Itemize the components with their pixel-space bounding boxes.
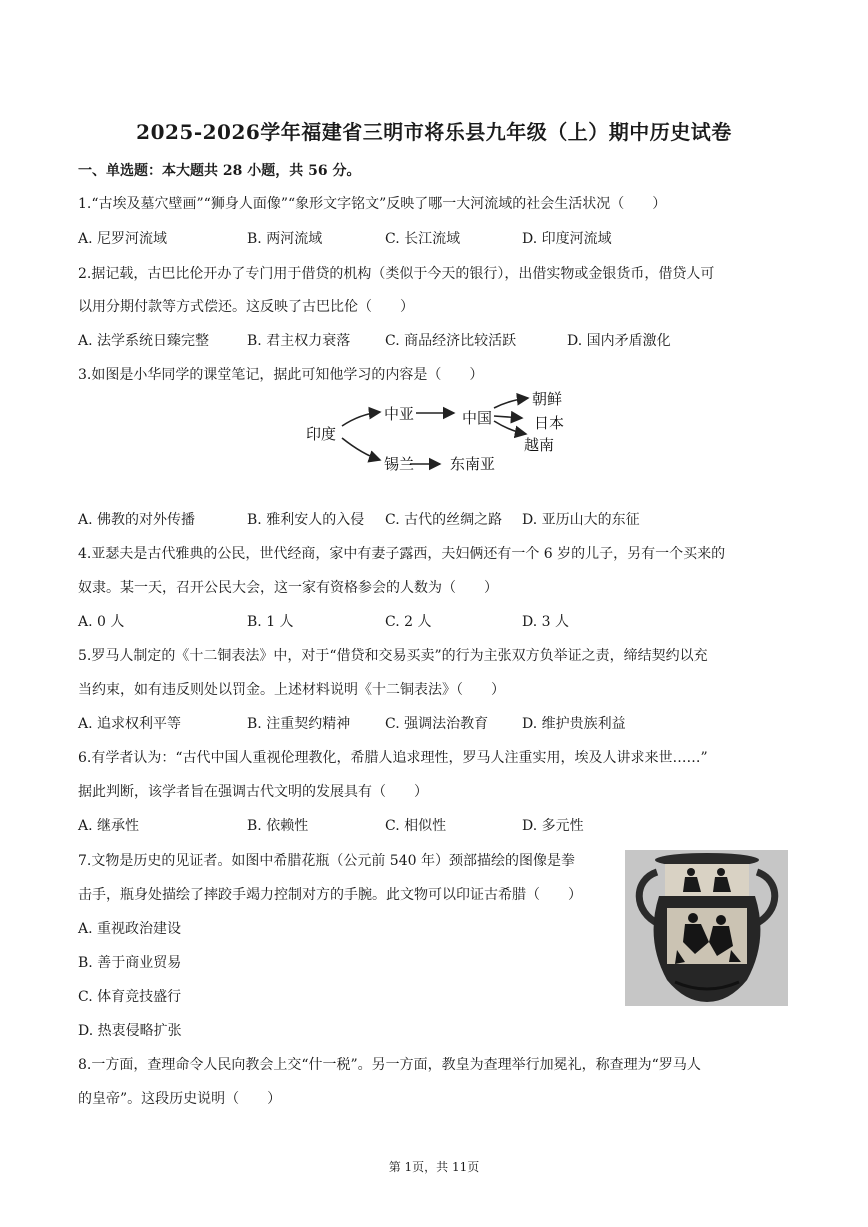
diagram-arrow [494,416,522,418]
question-1-options [78,228,798,248]
question-4-options [78,611,798,631]
node-japan: 日本 [534,414,565,432]
option-c: C. 商品经济比较活跃 [385,333,517,349]
diagram-arrow [494,398,528,408]
option-a: A. 法学系统日臻完整 [78,333,210,349]
option-b: B. 雅利安人的入侵 [247,512,365,528]
question-3-options [78,509,798,529]
option-a: A. 0 人 [78,614,125,630]
node-southeast-asia: 东南亚 [450,455,496,473]
option-b: B. 君主权力衰落 [247,333,351,349]
option-a: A. 继承性 [78,818,140,834]
option-d: D. 国内矛盾激化 [567,333,671,349]
question-1-stem: 1.“古埃及墓穴壁画”“狮身人面像”“象形文字铭文”反映了哪一大河流域的社会生活状况（ ） [78,196,667,212]
option-d: D. 多元性 [522,818,584,834]
option-c: C. 强调法治教育 [385,716,489,732]
diagram-arrow [342,438,380,460]
node-vietnam: 越南 [524,436,555,454]
question-6-options [78,815,798,835]
option-b: B. 依赖性 [247,818,309,834]
option-d: D. 3 人 [522,614,569,630]
question-2-stem: 以用分期付款等方式偿还。这反映了古巴比伦（ ） [78,299,414,315]
question-2-options [78,330,798,350]
option-d: D. 维护贵族利益 [522,716,626,732]
node-korea: 朝鲜 [532,390,563,408]
option-c: C. 相似性 [385,818,447,834]
question-7-stem: 7.文物是历史的见证者。如图中希腊花瓶（公元前 540 年）颈部描绘的图像是拳 [78,853,575,869]
node-sri-lanka: 锡兰 [384,455,415,473]
question-8-stem: 8.一方面，查理命令人民向教会上交“什一税”。另一方面，教皇为查理举行加冕礼，称查理为“罗马人 [78,1057,701,1073]
page-footer: 第 1页，共 11页 [388,1160,480,1174]
question-8-stem: 的皇帝”。这段历史说明（ ） [78,1091,282,1107]
question-4-stem: 4.亚瑟夫是古代雅典的公民，世代经商，家中有妻子露西，夫妇俩还有一个 6 岁的儿子，另有一个买来的 [78,546,726,562]
section-heading: 一、单选题：本大题共 28 小题，共 56 分。 [78,163,361,179]
question-4-stem: 奴隶。某一天，召开公民大会，这一家有资格参会的人数为（ ） [78,580,498,596]
question-6-stem: 6.有学者认为：“古代中国人重视伦理教化，希腊人追求理性，罗马人注重实用，埃及人讲求来世……” [78,750,708,766]
question-3-stem: 3.如图是小华同学的课堂笔记，据此可知他学习的内容是（ ） [78,367,484,383]
question-6-stem: 据此判断，该学者旨在强调古代文明的发展具有（ ） [78,784,428,800]
question-2-stem: 2.据记载，古巴比伦开办了专门用于借贷的机构（类似于今天的银行），出借实物或金银货币，借贷人可 [78,266,715,282]
greek-vase-photo [625,850,788,1006]
option-a: A. 尼罗河流域 [78,231,168,247]
buddhism-spread-diagram [290,386,580,486]
option-a: A. 重视政治建设 [78,921,182,937]
page-title: 2025-2026学年福建省三明市将乐县九年级（上）期中历史试卷 [136,120,732,144]
question-5-stem: 当约束，如有违反则处以罚金。上述材料说明《十二铜表法》（ ） [78,682,505,698]
question-5-options [78,713,798,733]
option-d: D. 印度河流域 [522,231,612,247]
option-c: C. 长江流域 [385,231,461,247]
option-d: D. 亚历山大的东征 [522,512,640,528]
option-d: D. 热衷侵略扩张 [78,1023,182,1039]
option-b: B. 两河流域 [247,231,323,247]
node-central-asia: 中亚 [384,405,415,423]
option-b: B. 1 人 [247,614,294,630]
node-india: 印度 [306,425,337,443]
option-b: B. 善于商业贸易 [78,955,182,971]
option-c: C. 2 人 [385,614,432,630]
option-a: A. 佛教的对外传播 [78,512,196,528]
diagram-arrow [494,421,526,434]
option-a: A. 追求权利平等 [78,716,182,732]
question-7-stem: 击手，瓶身处描绘了摔跤手竭力控制对方的手腕。此文物可以印证古希腊（ ） [78,887,582,903]
diagram-arrow [342,412,380,426]
option-b: B. 注重契约精神 [247,716,351,732]
question-5-stem: 5.罗马人制定的《十二铜表法》中，对于“借贷和交易买卖”的行为主张双方负举证之责，缔结契约以充 [78,648,708,664]
option-c: C. 古代的丝绸之路 [385,512,503,528]
option-c: C. 体育竞技盛行 [78,989,182,1005]
node-china: 中国 [462,409,493,427]
